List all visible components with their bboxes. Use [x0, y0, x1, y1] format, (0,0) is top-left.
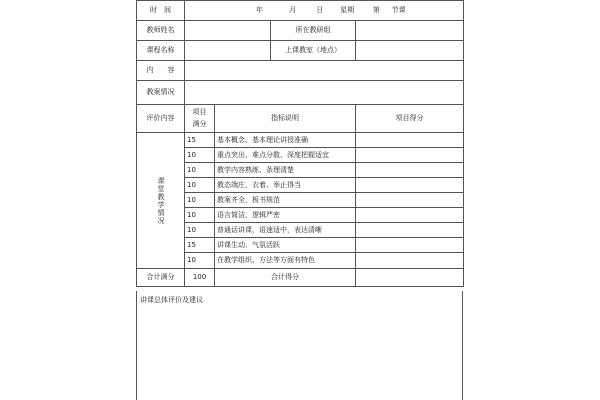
- criteria-score-field[interactable]: [356, 133, 464, 148]
- criteria-full-score: 15: [185, 238, 215, 253]
- group-field[interactable]: [356, 21, 464, 41]
- teacher-name-field[interactable]: [185, 21, 271, 41]
- criteria-full-score: 10: [185, 163, 215, 178]
- eval-category-header: 评价内容: [137, 105, 185, 133]
- time-label: 时 间: [137, 1, 185, 21]
- lesson-plan-label: 教案情况: [137, 81, 185, 105]
- comment-label: 讲课总体评价及建议: [140, 296, 203, 304]
- content-label: 内 容: [137, 61, 185, 81]
- period-prefix: 第: [372, 6, 380, 14]
- criteria-row: [137, 133, 464, 148]
- course-name-field[interactable]: [185, 41, 271, 61]
- content-field[interactable]: [185, 61, 464, 81]
- period-suffix: 节课: [391, 6, 406, 14]
- criteria-row: [137, 148, 464, 163]
- totals-row: [137, 269, 464, 287]
- item-score-header: 项目得分: [356, 105, 464, 133]
- criteria-full-score: 15: [185, 133, 215, 148]
- full-score-header-line1: 项目: [192, 108, 207, 116]
- section-label: 课堂教学情况: [157, 176, 165, 225]
- full-score-header-line2: 满分: [192, 120, 207, 128]
- classroom-teaching-section: [137, 133, 185, 269]
- year-label: 年: [255, 6, 263, 14]
- course-row: [137, 41, 464, 61]
- teacher-row: [137, 21, 464, 41]
- total-full-value: 100: [185, 269, 215, 287]
- week-label: 星期: [340, 6, 355, 14]
- criteria-text: 教案齐全、板书规范: [215, 193, 356, 208]
- day-label: 日: [316, 6, 324, 14]
- criteria-score-field[interactable]: [356, 178, 464, 193]
- criteria-text: 普通话讲课，语速适中，表达清晰: [215, 223, 356, 238]
- criteria-row: [137, 223, 464, 238]
- criteria-text: 基本概念、基本理论讲授准确: [215, 133, 356, 148]
- criteria-score-field[interactable]: [356, 223, 464, 238]
- month-label: 月: [289, 6, 297, 14]
- lecture-evaluation-form: [136, 0, 464, 287]
- full-score-header: [185, 105, 215, 133]
- course-name-label: 课程名称: [137, 41, 185, 61]
- comment-section[interactable]: [136, 291, 463, 400]
- criteria-score-field[interactable]: [356, 193, 464, 208]
- criteria-full-score: 10: [185, 223, 215, 238]
- criteria-score-field[interactable]: [356, 163, 464, 178]
- lesson-plan-field[interactable]: [185, 81, 464, 105]
- criteria-text: 教学内容熟练、条理清楚: [215, 163, 356, 178]
- criteria-row: [137, 163, 464, 178]
- teacher-name-label: 教师姓名: [137, 21, 185, 41]
- eval-header-row: [137, 105, 464, 133]
- criteria-score-field[interactable]: [356, 238, 464, 253]
- criteria-full-score: 10: [185, 178, 215, 193]
- content-row: [137, 61, 464, 81]
- criteria-score-field[interactable]: [356, 208, 464, 223]
- criteria-full-score: 10: [185, 193, 215, 208]
- criteria-score-field[interactable]: [356, 253, 464, 269]
- criteria-row: [137, 178, 464, 193]
- criteria-text: 语言简洁，逻辑严密: [215, 208, 356, 223]
- criteria-text: 教态端庄，衣着、举止得当: [215, 178, 356, 193]
- criteria-full-score: 10: [185, 208, 215, 223]
- criteria-text: 讲课生动、气氛活跃: [215, 238, 356, 253]
- lesson-plan-row: [137, 81, 464, 105]
- criteria-row: [137, 208, 464, 223]
- criteria-score-field[interactable]: [356, 148, 464, 163]
- time-value-cell[interactable]: [185, 1, 464, 21]
- criteria-full-score: 10: [185, 148, 215, 163]
- classroom-label: 上课教室（地点）: [271, 41, 356, 61]
- criteria-row: [137, 193, 464, 208]
- total-full-label: 合计满分: [137, 269, 185, 287]
- total-score-field[interactable]: [356, 269, 464, 287]
- total-score-label: 合计得分: [215, 269, 356, 287]
- criteria-row: [137, 253, 464, 269]
- time-row: [137, 1, 464, 21]
- criteria-full-score: 10: [185, 253, 215, 269]
- criteria-row: [137, 238, 464, 253]
- criteria-text: 在教学组织、方法等方面有特色: [215, 253, 356, 269]
- criteria-text: 重点突出、难点分散、深度把握适宜: [215, 148, 356, 163]
- indicator-header: 指标说明: [215, 105, 356, 133]
- classroom-field[interactable]: [356, 41, 464, 61]
- group-label: 所在教研组: [271, 21, 356, 41]
